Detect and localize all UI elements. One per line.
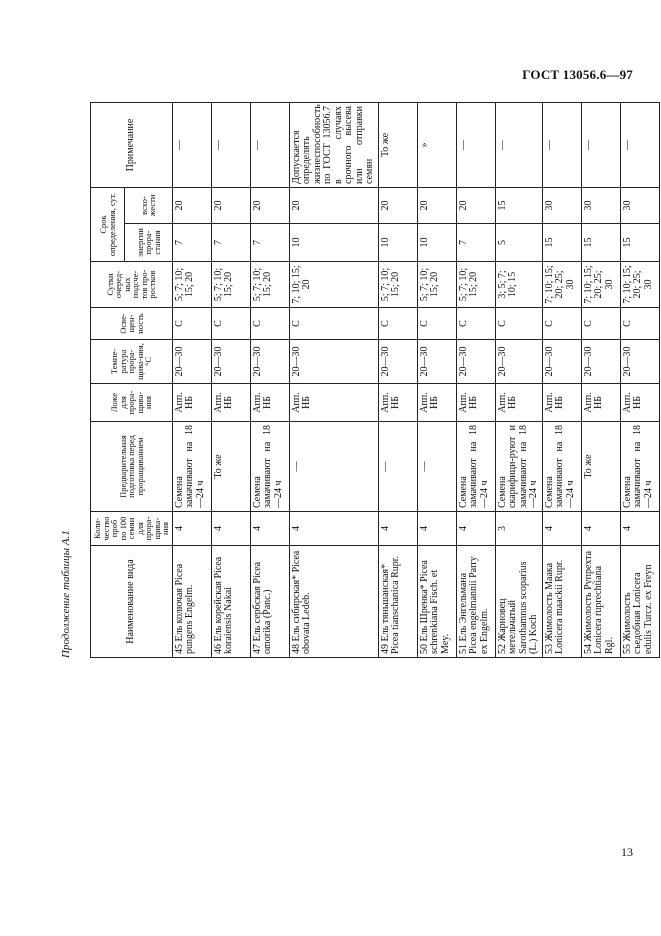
energy-period: 15 <box>542 224 581 262</box>
energy-period: 15 <box>581 224 620 262</box>
germination-period: 20 <box>211 188 250 224</box>
germination-bed: Апп. НБ <box>495 384 542 422</box>
col-header-qty: Коли-чество проб по 100 семян для прора-щива-ния <box>91 512 173 546</box>
table-row <box>211 103 250 658</box>
lighting: С <box>250 308 289 340</box>
energy-period: 7 <box>456 224 495 262</box>
temperature: 20—30 <box>456 340 495 384</box>
count-days: 5; 7; 10; 15; 20 <box>378 262 417 308</box>
lighting: С <box>542 308 581 340</box>
table-row <box>250 103 289 658</box>
table-row <box>378 103 417 658</box>
count-days: 5; 7; 10; 15; 20 <box>417 262 456 308</box>
lighting: С <box>456 308 495 340</box>
preparation: — <box>417 422 456 512</box>
preparation: Семена замачивают на 18—24 ч <box>542 422 581 512</box>
col-header-name: Наименование вида <box>91 546 173 658</box>
energy-period: 10 <box>417 224 456 262</box>
preparation: То же <box>581 422 620 512</box>
germination-bed: Апп. НБ <box>211 384 250 422</box>
germination-period: 20 <box>250 188 289 224</box>
germination-period: 20 <box>289 188 378 224</box>
note: — <box>250 103 289 188</box>
note: То же <box>378 103 417 188</box>
note: — <box>456 103 495 188</box>
note: » <box>417 103 456 188</box>
sample-count: 4 <box>211 512 250 546</box>
lighting: С <box>620 308 659 340</box>
preparation: То же <box>211 422 250 512</box>
species-name: 53 Жимолость Маака Lonicera maackii Rupr. <box>542 546 581 658</box>
preparation: Семена замачивают на 18—24 ч <box>456 422 495 512</box>
count-days: 5; 7; 10; 15; 20 <box>172 262 211 308</box>
table-row <box>289 103 378 658</box>
lighting: С <box>289 308 378 340</box>
note: — <box>495 103 542 188</box>
table-row <box>417 103 456 658</box>
preparation: Семена скарифици-руют и замачивают на 18—24 ч <box>495 422 542 512</box>
lighting: С <box>417 308 456 340</box>
lighting: С <box>172 308 211 340</box>
count-days: 7; 10; 15; 20; 25; 30 <box>620 262 659 308</box>
temperature: 20—30 <box>378 340 417 384</box>
sample-count: 4 <box>456 512 495 546</box>
species-name: 46 Ель корейская Picea koraiensis Nakai <box>211 546 250 658</box>
species-name: 52 Жарновец метельчатый Sarothamnus scoparius (L.) Koch <box>495 546 542 658</box>
table-row <box>620 103 659 658</box>
note: Допускается определять жизнеспособность по ГОСТ 13056.7 в случаях срочного высева или отправки семян <box>289 103 378 188</box>
species-name: 54 Жимолость Рупрехта Lonicera ruprechtiana Rgl. <box>581 546 620 658</box>
lighting: С <box>378 308 417 340</box>
count-days: 7; 10; 15; 20; 25; 30 <box>581 262 620 308</box>
species-name: 49 Ель тяньшанская* Picea tianschanica Rupr. <box>378 546 417 658</box>
germination-bed: Апп. НБ <box>456 384 495 422</box>
energy-period: 5 <box>495 224 542 262</box>
table-row <box>172 103 211 658</box>
count-days: 7; 10; 15; 20 <box>289 262 378 308</box>
col-header-note: Примечание <box>91 103 173 188</box>
energy-period: 10 <box>378 224 417 262</box>
sample-count: 4 <box>542 512 581 546</box>
germination-period: 15 <box>495 188 542 224</box>
energy-period: 7 <box>250 224 289 262</box>
temperature: 20—30 <box>289 340 378 384</box>
preparation: Семена замачивают на 18—24 ч <box>172 422 211 512</box>
germination-period: 20 <box>417 188 456 224</box>
lighting: С <box>581 308 620 340</box>
energy-period: 7 <box>172 224 211 262</box>
temperature: 20—30 <box>495 340 542 384</box>
note: — <box>620 103 659 188</box>
sample-count: 4 <box>250 512 289 546</box>
germination-bed: Апп. НБ <box>542 384 581 422</box>
sample-count: 4 <box>172 512 211 546</box>
temperature: 20—30 <box>211 340 250 384</box>
seed-germination-table <box>90 102 660 658</box>
sample-count: 3 <box>495 512 542 546</box>
species-name: 51 Ель Энгельмана Picea engelmannii Parry ex Engelm. <box>456 546 495 658</box>
note: — <box>172 103 211 188</box>
preparation: — <box>289 422 378 512</box>
note: — <box>581 103 620 188</box>
lighting: С <box>211 308 250 340</box>
temperature: 20—30 <box>172 340 211 384</box>
preparation: — <box>378 422 417 512</box>
col-header-prep: Предварительная подготовка перед проращиванием <box>91 422 173 512</box>
temperature: 20—30 <box>542 340 581 384</box>
note: — <box>211 103 250 188</box>
table-row <box>456 103 495 658</box>
count-days: 3; 5; 7; 10; 15 <box>495 262 542 308</box>
germination-period: 20 <box>172 188 211 224</box>
page-number: 13 <box>621 845 633 859</box>
document-standard-code: ГОСТ 13056.6—97 <box>522 67 633 82</box>
col-header-energy: энергии прора-стания <box>125 224 172 262</box>
table-row <box>495 103 542 658</box>
col-header-temp: Темпе-ратура прора-щива-ния, °С <box>91 340 173 384</box>
col-header-germination: всхо-жести <box>125 188 172 224</box>
preparation: Семена замачивают на 18—24 ч <box>250 422 289 512</box>
count-days: 5; 7; 10; 15; 20 <box>456 262 495 308</box>
germination-period: 30 <box>620 188 659 224</box>
rotated-table-block <box>60 103 654 658</box>
sample-count: 4 <box>581 512 620 546</box>
germination-bed: Апп. НБ <box>581 384 620 422</box>
species-name: 55 Жимолость съедобная Lonicera edulis Turcz. ex Freyn <box>620 546 659 658</box>
col-header-days: Сутки очеред-ных подсче-тов про-ростков <box>91 262 173 308</box>
preparation: Семена замачивают на 18—24 ч <box>620 422 659 512</box>
energy-period: 10 <box>289 224 378 262</box>
sample-count: 4 <box>417 512 456 546</box>
germination-bed: Апп. НБ <box>620 384 659 422</box>
species-name: 45 Ель колючая Picea pungens Engelm. <box>172 546 211 658</box>
temperature: 20—30 <box>250 340 289 384</box>
energy-period: 7 <box>211 224 250 262</box>
germination-period: 20 <box>378 188 417 224</box>
energy-period: 15 <box>620 224 659 262</box>
germination-period: 30 <box>581 188 620 224</box>
species-name: 47 Ель сербская Picea omorika (Panc.) <box>250 546 289 658</box>
table-row <box>542 103 581 658</box>
temperature: 20—30 <box>581 340 620 384</box>
species-name: 50 Ель Шренка* Picea schrenkiana Fisch. et Mey. <box>417 546 456 658</box>
germination-bed: Апп. НБ <box>172 384 211 422</box>
table-caption: Продолжение таблицы А.1 <box>60 530 72 658</box>
germination-bed: Апп. НБ <box>289 384 378 422</box>
count-days: 5; 7; 10; 15; 20 <box>250 262 289 308</box>
germination-bed: Апп. НБ <box>378 384 417 422</box>
note: — <box>542 103 581 188</box>
temperature: 20—30 <box>620 340 659 384</box>
lighting: С <box>495 308 542 340</box>
species-name: 48 Ель сибирская* Picea obovata Ledeb. <box>289 546 378 658</box>
table-row <box>581 103 620 658</box>
col-header-bed: Ложе для прора-щива-ния <box>91 384 173 422</box>
col-header-period-group: Срок определения, сут. <box>91 188 125 262</box>
germination-bed: Апп. НБ <box>417 384 456 422</box>
germination-bed: Апп. НБ <box>250 384 289 422</box>
germination-period: 30 <box>542 188 581 224</box>
sample-count: 4 <box>289 512 378 546</box>
sample-count: 4 <box>378 512 417 546</box>
col-header-light: Осве-щен-ность <box>91 308 173 340</box>
sample-count: 4 <box>620 512 659 546</box>
count-days: 7; 10; 15; 20; 25; 30 <box>542 262 581 308</box>
temperature: 20—30 <box>417 340 456 384</box>
germination-period: 20 <box>456 188 495 224</box>
count-days: 5; 7; 10; 15; 20 <box>211 262 250 308</box>
